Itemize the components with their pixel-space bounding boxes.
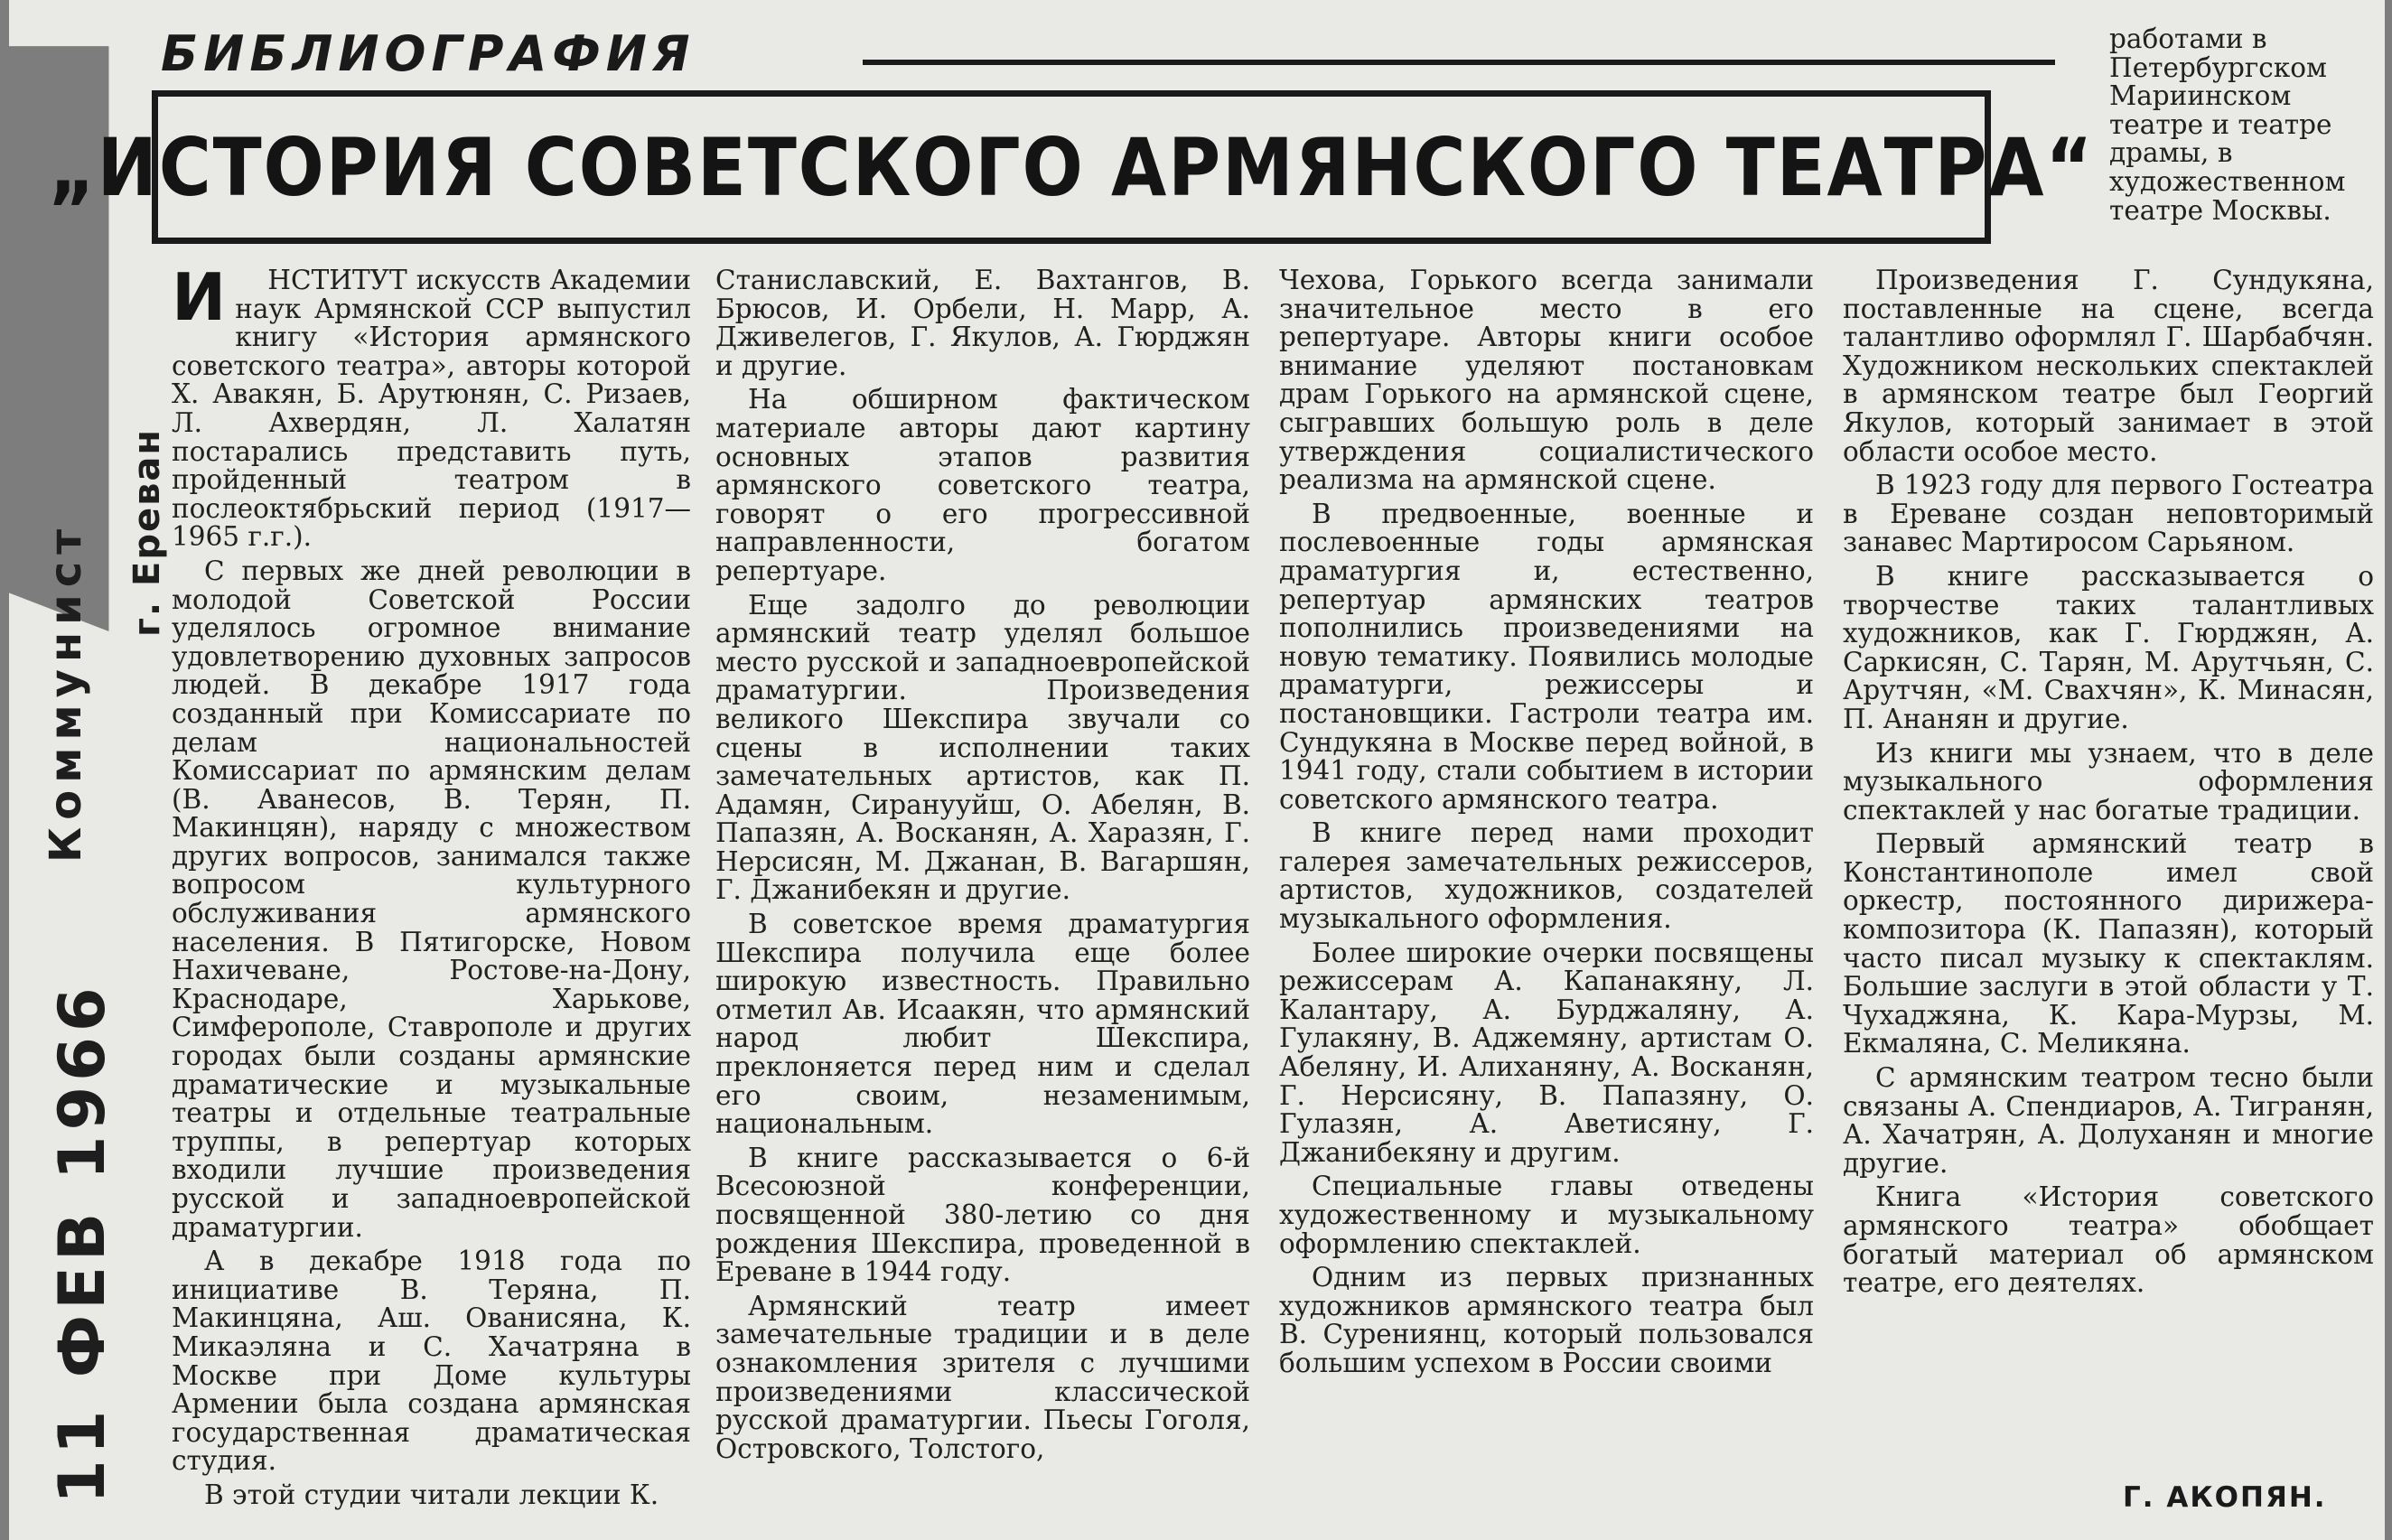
stamp-date: 11 ФЕВ 1966 xyxy=(45,982,119,1504)
paragraph: С первых же дней революции в молодой Советской России уделялось огромное внимание удовлетворению духовных запросов людей. В декабре 1917 года созданный при Комиссариате по делам национальностей Комиссариат по армянским делам (В. Аванесов, В. Терян, П. Макинцян), наряду с множеством других вопросов, занимался также вопросом культурного обслуживания армянского населения. В Пятигорске, Новом Нахичеване, Ростове-на-Дону, Краснодаре, Харькове, Симферополе, Ставрополе и других городах были созданы армянские драматические и музыкальные театры и отдельные театральные труппы, в репертуар которых входили лучшие произведения русской и западноевропейской драматургии. xyxy=(172,555,691,1243)
paragraph: Армянский театр имеет замечательные традиции и в деле ознакомления зрителя с лучшими произведениями классической русской драматургии. Пьесы Гоголя, Островского, Толстого, xyxy=(715,1290,1250,1464)
stamp-newspaper-name: Коммунист xyxy=(41,521,91,863)
paragraph: В этой студии читали лекции К. xyxy=(204,1479,659,1510)
article-column-1 xyxy=(172,266,691,1531)
paragraph: В предвоенные, военные и послевоенные годы армянская драматургия и, естественно, репертуар армянских театров пополнились произведениями на новую тематику. Появились молодые драматурги, режиссеры и постановщики. Гастроли театра им. Сундукяна в Москве перед войной, в 1941 году, стали событием в истории советского армянского театра. xyxy=(1279,498,1814,815)
article-column-4-top xyxy=(2109,25,2374,260)
paragraph: В 1923 году для первого Гостеатра в Ереване создан неповторимый занавес Мартиросом Сарьяном. xyxy=(1843,470,2374,558)
paragraph: Книга «История советского армянского театра» обобщает богатый материал об армянском театре, его деятелях. xyxy=(1843,1181,2374,1299)
paragraph: В книге рассказывается о творчестве таких талантливых художников, как Г. Гюрджян, А. Саркисян, С. Тарян, М. Арутчьян, С. Арутчян, «М. Свахчян», К. Минасян, П. Ананян и другие. xyxy=(1843,560,2374,734)
rubric-heading: БИБЛИОГРАФИЯ xyxy=(161,25,696,82)
paragraph: А в декабре 1918 года по инициативе В. Теряна, П. Макинцяна, Аш. Ованисяна, К. Микаэляна и С. Хачатряна в Москве при Доме культуры Армении была создана армянская государственная драматическая студия. xyxy=(172,1246,691,1477)
paragraph: Из книги мы узнаем, что в деле музыкального оформления спектаклей у нас богатые традиции. xyxy=(1843,737,2374,826)
paragraph: работами в Петербургском Мариинском театре и театре драмы, в художественном театре Москвы. xyxy=(2109,25,2346,226)
paragraph: Станиславский, Е. Вахтангов, В. Брюсов, И. Орбели, Н. Марр, А. Дживелегов, Г. Якулов, А. Гюрджян и другие. xyxy=(715,266,1250,381)
drop-cap: И xyxy=(172,266,227,335)
paragraph: В книге рассказывается о 6-й Всесоюзной конференции, посвященной 380-летию со дня рождения Шекспира, проведенной в Ереване в 1944 году. xyxy=(715,1142,1250,1288)
paragraph: Чехова, Горького всегда занимали значительное место в его репертуаре. Авторы книги особое внимание уделяют постановкам драм Горького на армянской сцене, сыгравших большую роль в деле утверждения социалистического реализма на армянской сцене. xyxy=(1279,266,1814,496)
article-title-frame xyxy=(48,90,2095,244)
article-column-2 xyxy=(715,266,1250,1531)
article-title: „ИСТОРИЯ СОВЕТСКОГО АРМЯНСКОГО ТЕАТРА“ xyxy=(48,120,2095,214)
paragraph: Первый армянский театр в Константинополе имел свой оркестр, постоянного дирижера-композитора (К. Папазян), который часто писал музыку к спектаклям. Большие заслуги в этой области у Т. Чухаджяна, К. Кара-Мурзы, М. Екмаляна, С. Меликяна. xyxy=(1843,828,2374,1059)
paragraph: С армянским театром тесно были связаны А. Спендиаров, А. Тигранян, А. Хачатрян, А. Долуханян и многие другие. xyxy=(1843,1062,2374,1179)
paragraph: В советское время драматургия Шекспира получила еще более широкую известность. Правильно отметил Ав. Исаакян, что армянский народ любит Шекспира, преклоняется перед ним и сделал его своим, незаменимым, национальным. xyxy=(715,909,1250,1140)
paragraph: Еще задолго до революции армянский театр уделял большое место русской и западноевропейской драматургии. Произведения великого Шекспира звучали со сцены в исполнении таких замечательных артистов, как П. Адамян, Сиранууйш, О. Абелян, В. Папазян, А. Восканян, А. Харазян, Г. Нерсисян, М. Джанан, В. Вагаршян, Г. Джанибекян и другие. xyxy=(715,589,1250,906)
article-column-4 xyxy=(1843,266,2374,1495)
paragraph: Одним из первых признанных художников армянского театра был В. Сурениянц, который пользовался большим успехом в России своими xyxy=(1279,1262,1814,1378)
paragraph: Специальные главы отведены художественному и музыкальному оформлению спектаклей. xyxy=(1279,1171,1814,1259)
archive-stamp xyxy=(18,427,168,1513)
paragraph: В книге перед нами проходит галерея замечательных режиссеров, артистов, художников, создателей музыкального оформления. xyxy=(1279,817,1814,935)
paragraph: Произведения Г. Сундукяна, поставленные на сцене, всегда талантливо оформлял Г. Шарбабчян. Художником нескольких спектаклей в армянском театре был Георгий Якулов, который занимает в этой области особое место. xyxy=(1843,266,2374,467)
rubric-divider xyxy=(863,60,2055,65)
author-signature: Г. АКОПЯН. xyxy=(2123,1481,2327,1514)
article-column-3 xyxy=(1279,266,1814,1531)
paragraph: НСТИТУТ искусств Академии наук Армянской ССР выпустил книгу «История армянского советского театра», авторы которой Х. Авакян, Б. Арутюнян, С. Ризаев, Л. Ахвердян, Л. Халатян постарались представить путь, пройденный театром в послеоктябрьский период (1917—1965 г.г.). xyxy=(172,266,691,553)
paragraph: На обширном фактическом материале авторы дают картину основных этапов развития армянского советского театра, говорят о его прогрессивной направленности, богатом репертуаре. xyxy=(715,384,1250,586)
paragraph: Более широкие очерки посвящены режиссерам А. Капанакяну, Л. Калантару, А. Бурджаляну, А. Гулакяну, В. Аджемяну, артистам О. Абеляну, И. Алиханяну, А. Восканян, Г. Нерсисяну, В. Папазяну, О. Гулазян, А. Аветисяну, Г. Джанибекяну и другим. xyxy=(1279,937,1814,1168)
stamp-city: г. Ереван xyxy=(126,427,168,637)
